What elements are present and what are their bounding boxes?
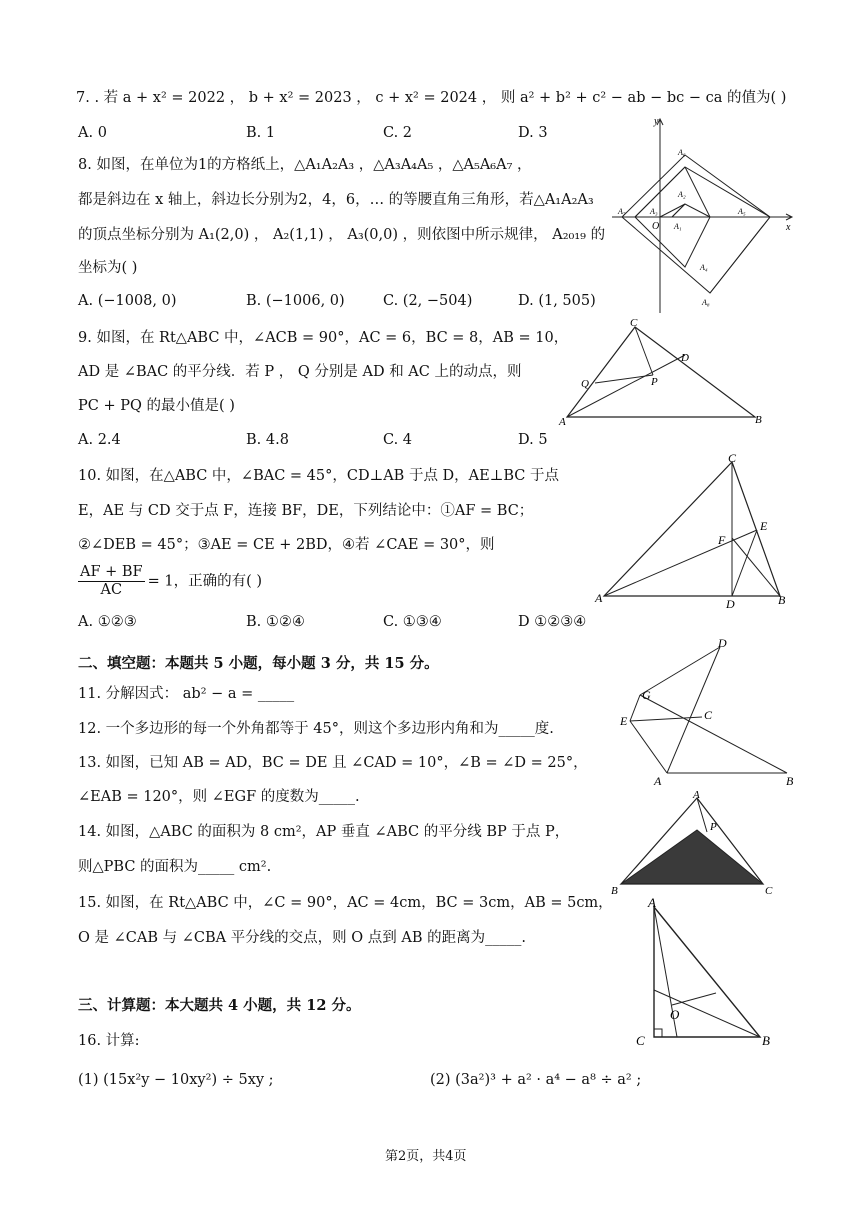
q10-frac-denominator: AC [100,582,123,598]
q9-label-q: Q [581,378,589,390]
q9-label-b: B [755,414,762,426]
q10-label-d: D [726,597,735,610]
q14-label-a: A [693,789,700,801]
q13-label-e: E [620,714,628,728]
q15-line-1: 15. 如图，在 Rt△ABC 中，∠C = 90°，AC = 4cm，BC = 3cm，AB = 5cm， [78,895,613,911]
q9-option-d[interactable]: D. 5 [518,432,548,448]
q13-label-b: B [786,774,794,788]
q8-line-4: 坐标为( ) [78,260,138,276]
section-2-heading: 二、填空题：本题共 5 小题，每小题 3 分，共 15 分。 [78,655,439,672]
q8-label-a2: A₂ [678,190,686,199]
q8-option-c[interactable]: C. (2, −504) [383,293,473,309]
q15-label-c: C [636,1033,645,1048]
q8-label-a1: A₁ [674,222,682,231]
q10-line-1: 10. 如图，在△ABC 中，∠BAC = 45°，CD⊥AB 于点 D，AE⊥BC 于点 [78,468,560,484]
q14-label-c: C [765,885,773,897]
q8-line-3: 的顶点坐标分别为 A₁(2,0) ， A₂(1,1) ， A₃(0,0) ，则依图中所示规律， A₂₀₁₉ 的 [78,227,606,243]
q9-option-a[interactable]: A. 2.4 [78,432,121,448]
q7-option-a[interactable]: A. 0 [78,125,107,141]
q9-line-1: 9. 如图，在 Rt△ABC 中，∠ACB = 90°，AC = 6，BC = 8，AB = 10， [78,330,569,346]
q13-figure [612,635,802,790]
q15-label-a: A [648,895,656,910]
q10-label-b: B [778,593,786,607]
q10-label-a: A [595,591,603,605]
q8-label-a5: A₅ [738,207,746,216]
q8-label-o: O [652,221,660,232]
q10-option-a[interactable]: A. ①②③ [78,614,137,630]
q10-label-f: F [718,533,726,547]
q15-figure [632,895,782,1055]
q10-line-4 [78,564,262,599]
q10-figure [592,450,792,610]
q8-line-1: 8. 如图，在单位为1的方格纸上，△A₁A₂A₃ ，△A₃A₄A₅ ，△A₅A₆A₇ ， [78,157,532,173]
q16-part-2: (2) (3a²)³ + a² · a⁴ − a⁸ ÷ a² ; [430,1072,642,1088]
section-3-heading: 三、计算题：本大题共 4 小题，共 12 分。 [78,997,361,1014]
q8-label-a7: A₇ [618,207,626,216]
q14-label-b: B [611,885,618,897]
q8-line-2: 都是斜边在 x 轴上，斜边长分别为2，4，6，… 的等腰直角三角形，若△A₁A₂A₃ [78,192,594,208]
q10-tail: = 1，正确的有( ) [147,573,263,590]
q8-option-d[interactable]: D. (1, 505) [518,293,596,309]
q14-line-2[interactable]: 则△PBC 的面积为_____ cm². [78,859,272,875]
q8-option-b[interactable]: B. (−1006, 0) [246,293,345,309]
q12[interactable]: 12. 一个多边形的每一个外角都等于 45°，则这个多边形内角和为_____度. [78,721,554,737]
q9-option-c[interactable]: C. 4 [383,432,413,448]
q14-figure [607,788,777,898]
q10-fraction [78,564,145,599]
q9-label-p: P [651,376,658,388]
q13-label-g: G [642,688,651,702]
q10-option-d[interactable]: D ①②③④ [518,614,587,630]
q14-line-1: 14. 如图，△ABC 的面积为 8 cm²，AP 垂直 ∠ABC 的平分线 BP 于点 P， [78,824,570,840]
q13-line-2[interactable]: ∠EAB = 120°，则 ∠EGF 的度数为_____. [78,789,360,805]
q8-label-a6: A₆ [678,148,686,157]
q9-line-3: PC + PQ 的最小值是( ) [78,398,235,414]
q15-label-o: O [670,1007,680,1022]
q8-label-y: y [654,116,659,127]
q10-line-2: E，AE 与 CD 交于点 F，连接 BF，DE，下列结论中：①AF = BC； [78,503,534,519]
q13-label-d: D [718,636,727,650]
q11[interactable]: 11. 分解因式： ab² − a = _____ [78,686,295,702]
q9-label-c: C [630,317,638,329]
q10-label-e: E [760,519,768,533]
q9-label-a: A [559,416,566,428]
q8-option-a[interactable]: A. (−1008, 0) [78,293,177,309]
q8-label-x: x [786,222,791,233]
q16-part-1: (1) (15x²y − 10xy²) ÷ 5xy ; [78,1072,274,1088]
q8-label-a8: A₈ [702,298,710,307]
q9-line-2: AD 是 ∠BAC 的平分线．若 P ， Q 分别是 AD 和 AC 上的动点，则 [78,364,522,380]
q7-option-d[interactable]: D. 3 [518,125,548,141]
q15-line-2[interactable]: O 是 ∠CAB 与 ∠CBA 平分线的交点，则 O 点到 AB 的距离为_____. [78,930,526,946]
q7-stem: 7. . 若 a + x² = 2022 ， b + x² = 2023 ， c + x² = 2024 ， 则 a² + b² + c² − ab − bc − ca 的值为( ) [76,90,787,106]
q10-option-b[interactable]: B. ①②④ [246,614,305,630]
q9-option-b[interactable]: B. 4.8 [246,432,289,448]
page-footer: 第2页，共4页 [385,1149,467,1164]
q10-line-3: ②∠DEB = 45°；③AE = CE + 2BD，④若 ∠CAE = 30°，则 [78,537,495,553]
q8-label-a3: A₃ [650,207,658,216]
q7-option-c[interactable]: C. 2 [383,125,413,141]
q8-figure [610,115,795,315]
q16-title: 16. 计算: [78,1033,140,1049]
q9-figure [555,315,770,430]
q13-line-1: 13. 如图，已知 AB = AD，BC = DE 且 ∠CAD = 10°，∠B = ∠D = 25°， [78,755,588,771]
q10-frac-numerator: AF + BF [80,564,143,580]
q15-label-b: B [762,1033,770,1048]
q10-label-c: C [728,451,737,465]
q13-label-a: A [654,774,662,788]
q8-label-a4: A₄ [700,263,708,272]
q10-option-c[interactable]: C. ①③④ [383,614,442,630]
q9-label-d: D [681,352,689,364]
q14-label-p: P [710,821,717,833]
q7-option-b[interactable]: B. 1 [246,125,276,141]
q13-label-c: C [704,708,713,722]
